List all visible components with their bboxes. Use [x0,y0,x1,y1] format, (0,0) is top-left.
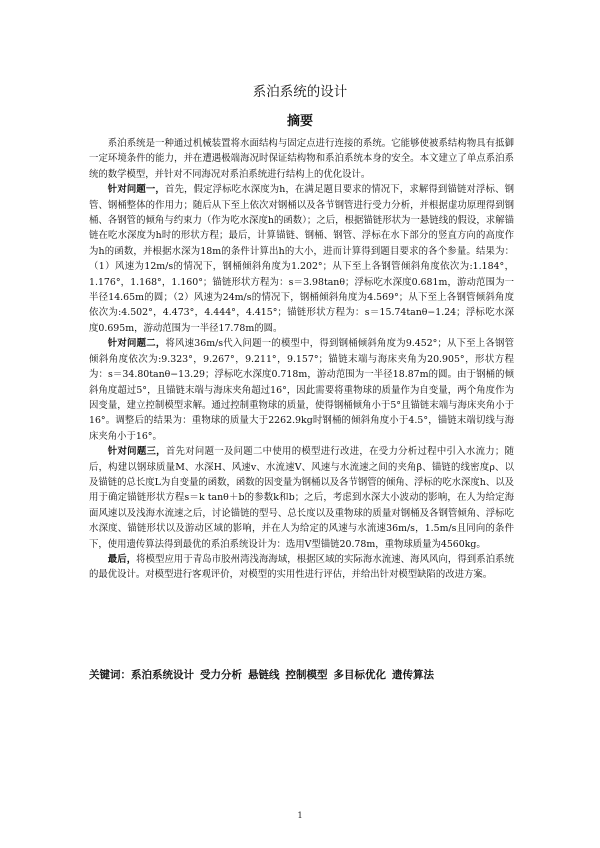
keyword: 系泊系统设计 [131,669,194,681]
problem-two-lead: 针对问题二， [107,338,166,350]
keywords-label: 关键词： [89,669,131,681]
paper-title: 系泊系统的设计 [252,84,348,100]
abstract-paragraph: 针对问题三，首先对问题一及问题二中使用的模型进行改进，在受力分析过程中引入水流力；随后，构建以钢球质量M、水深H、风速v、水流速V、风速与水流速之间的夹角β、锚链的线密度ρ、以及锚链的总长度L为自变量的函数，函数的因变量为钢桶以及各节钢管的倾角、浮标的吃水深度h、以及用于确定锚链形状方程s＝k tanθ＋b的参数k和b；之后，考虑到水深大小波动的影响，在人为给定海面风速以及浅海水流速之后，讨论锚链的型号、总长度以及重物球的质量对钢桶及各钢管倾角、浮标吃水深度、锚链形状以及游动区域的影响，并在人为给定的风速与水流速36m/s，1.5m/s且同向的条件下，使用遗传算法得到最优的系泊系统设计为：选用Ⅴ型锚链20.78m，重物球质量为4560kg。 [89,446,514,550]
abstract-paragraph: 系泊系统是一种通过机械装置将水面结构与固定点进行连接的系统。它能够使被系结构物具有抵御一定环境条件的能力，并在遭遇极端海况时保证结构物和系泊系统本身的安全。本文建立了单点系泊系统的数学模型，并针对不同海况对系泊系统进行结构上的优化设计。 [89,138,514,180]
abstract-body [89,136,514,583]
abstract-heading: 摘要 [286,114,313,129]
keyword: 多目标优化 [333,669,386,681]
problem-three-lead: 针对问题三， [107,446,166,458]
keyword: 遗传算法 [392,669,434,681]
keyword: 控制模型 [285,669,328,681]
keywords-line [89,667,529,682]
problem-one-lead: 针对问题一， [107,184,165,196]
abstract-paragraph: 针对问题二，将风速36m/s代入问题一的模型中，得到钢桶倾斜角度为9.452°；从下至上各钢管倾斜角度依次为:9.323°，9.267°，9.211°，9.157°；锚链末端与海床夹角为20.905°，形状方程为：s＝34.80tanθ−13.29；浮标吃水深度0.718m，游动范围为一半径18.87m的圆。由于钢桶的倾斜角度超过5°，且锚链末端与海床夹角超过16°，因此需要将重物球的质量作为自变量，两个角度作为因变量，建立控制模型求解。通过控制重物球的质量，使得钢桶倾角小于5°且锚链末端与海床夹角小于16°。调整后的结果为：重物球的质量大于2262.9kg时钢桶的倾斜角度小于4.5°，锚链末端切线与海床夹角小于16°。 [89,338,514,442]
abstract-paragraph: 针对问题一，首先，假定浮标吃水深度为h，在满足题目要求的情况下，求解得到锚链对浮标、钢管、钢桶整体的作用力；随后从下至上依次对钢桶以及各节钢管进行受力分析，并根据虚功原理得到钢桶、各钢管的倾角与约束力（作为吃水深度h的函数）；之后，根据锚链形状为一悬链线的假设，求解锚链在吃水深度为h时的形状方程；最后，计算锚链、钢桶、钢管、浮标在水下部分的竖直方向的高度作为h的函数，并根据水深为18m的条件计算出h的大小，进而计算得到题目要求的各个参量。结果为：（1）风速为12m/s的情况下，钢桶倾斜角度为1.202°；从下至上各钢管倾斜角度依次为:1.184°，1.176°，1.168°，1.160°；锚链形状方程为：s＝3.98tanθ；浮标吃水深度0.681m，游动范围为一半径14.65m的圆；（2）风速为24m/s的情况下，钢桶倾斜角度为4.569°；从下至上各钢管倾斜角度依次为:4.502°，4.473°，4.444°，4.415°；锚链形状方程为：s＝15.74tanθ−1.24；浮标吃水深度0.695m，游动范围为一半径17.78m的圆。 [89,184,514,334]
final-lead: 最后， [107,553,137,565]
page-number: 1 [297,811,303,820]
abstract-paragraph: 最后，将模型应用于青岛市胶州湾浅海海域，根据区域的实际海水流速、海风风向，得到系泊系统的最优设计。对模型进行客观评价，对模型的实用性进行评估，并给出针对模型缺陷的改进方案。 [89,553,514,581]
keyword: 受力分析 [200,669,242,681]
keyword: 悬链线 [248,669,280,681]
